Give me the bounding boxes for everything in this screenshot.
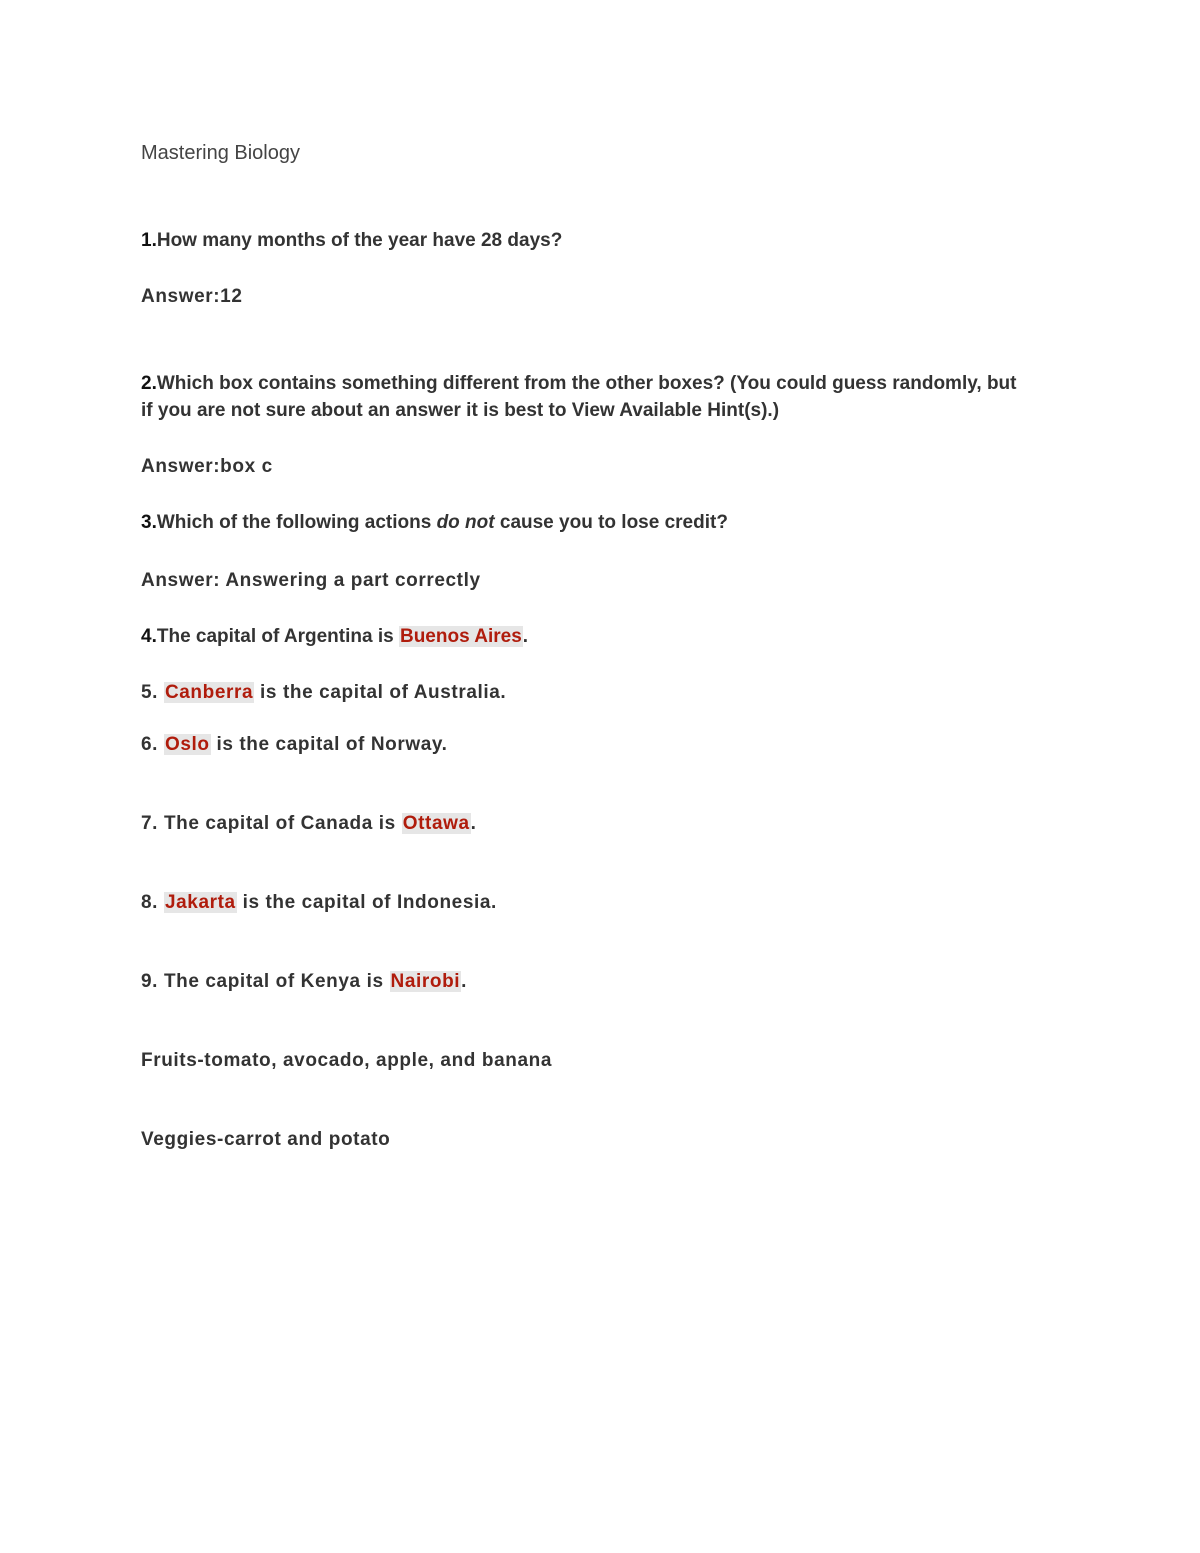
question-text-start: The capital of Kenya is bbox=[163, 971, 390, 992]
question-text-start: The capital of Canada is bbox=[163, 813, 402, 834]
question-number: 7. bbox=[141, 813, 164, 834]
answer-3: Answer: Answering a part correctly bbox=[141, 570, 481, 591]
question-text-end: . bbox=[461, 971, 468, 992]
document-title: Mastering Biology bbox=[141, 142, 300, 164]
question-7 bbox=[141, 810, 477, 837]
question-text-start: Which of the following actions bbox=[156, 512, 437, 533]
question-number: 6. bbox=[141, 734, 164, 755]
question-3 bbox=[141, 509, 728, 536]
veggies-note: Veggies-carrot and potato bbox=[141, 1129, 391, 1150]
question-9 bbox=[141, 968, 467, 995]
question-8 bbox=[141, 889, 497, 916]
question-text-end: . bbox=[470, 813, 477, 834]
answer-1: Answer:12 bbox=[141, 286, 243, 307]
question-4 bbox=[141, 623, 528, 650]
question-number: 9. bbox=[141, 971, 164, 992]
question-number: 8. bbox=[141, 892, 164, 913]
answer-highlight: Oslo bbox=[164, 734, 210, 755]
question-6 bbox=[141, 731, 448, 758]
answer-highlight: Canberra bbox=[164, 682, 254, 703]
question-text-end: is the capital of Australia. bbox=[254, 682, 507, 703]
question-2 bbox=[141, 370, 1016, 397]
question-text-end: is the capital of Indonesia. bbox=[236, 892, 497, 913]
question-1 bbox=[141, 227, 562, 254]
answer-highlight: Ottawa bbox=[402, 813, 470, 834]
question-5 bbox=[141, 679, 506, 706]
question-number: 2. bbox=[141, 373, 157, 394]
answer-highlight: Buenos Aires bbox=[399, 626, 522, 647]
answer-highlight: Jakarta bbox=[164, 892, 236, 913]
question-text-end: is the capital of Norway. bbox=[210, 734, 448, 755]
answer-2: Answer:box c bbox=[141, 456, 273, 477]
question-number: 5. bbox=[141, 682, 164, 703]
question-text-italic: do not bbox=[436, 512, 495, 533]
question-2-continued: if you are not sure about an answer it is best to View Available Hint(s).) bbox=[141, 400, 780, 421]
question-text-start: The capital of Argentina is bbox=[156, 626, 399, 647]
question-text-end: cause you to lose credit? bbox=[494, 512, 728, 533]
question-text: Which box contains something different from the other boxes? (You could guess randomly, but bbox=[156, 373, 1017, 394]
fruits-note: Fruits-tomato, avocado, apple, and banana bbox=[141, 1050, 552, 1071]
question-number: 3. bbox=[141, 512, 157, 533]
answer-highlight: Nairobi bbox=[390, 971, 461, 992]
question-text: How many months of the year have 28 days? bbox=[156, 230, 563, 251]
question-text-end: . bbox=[522, 626, 529, 647]
question-number: 1. bbox=[141, 230, 157, 251]
question-number: 4. bbox=[141, 626, 157, 647]
